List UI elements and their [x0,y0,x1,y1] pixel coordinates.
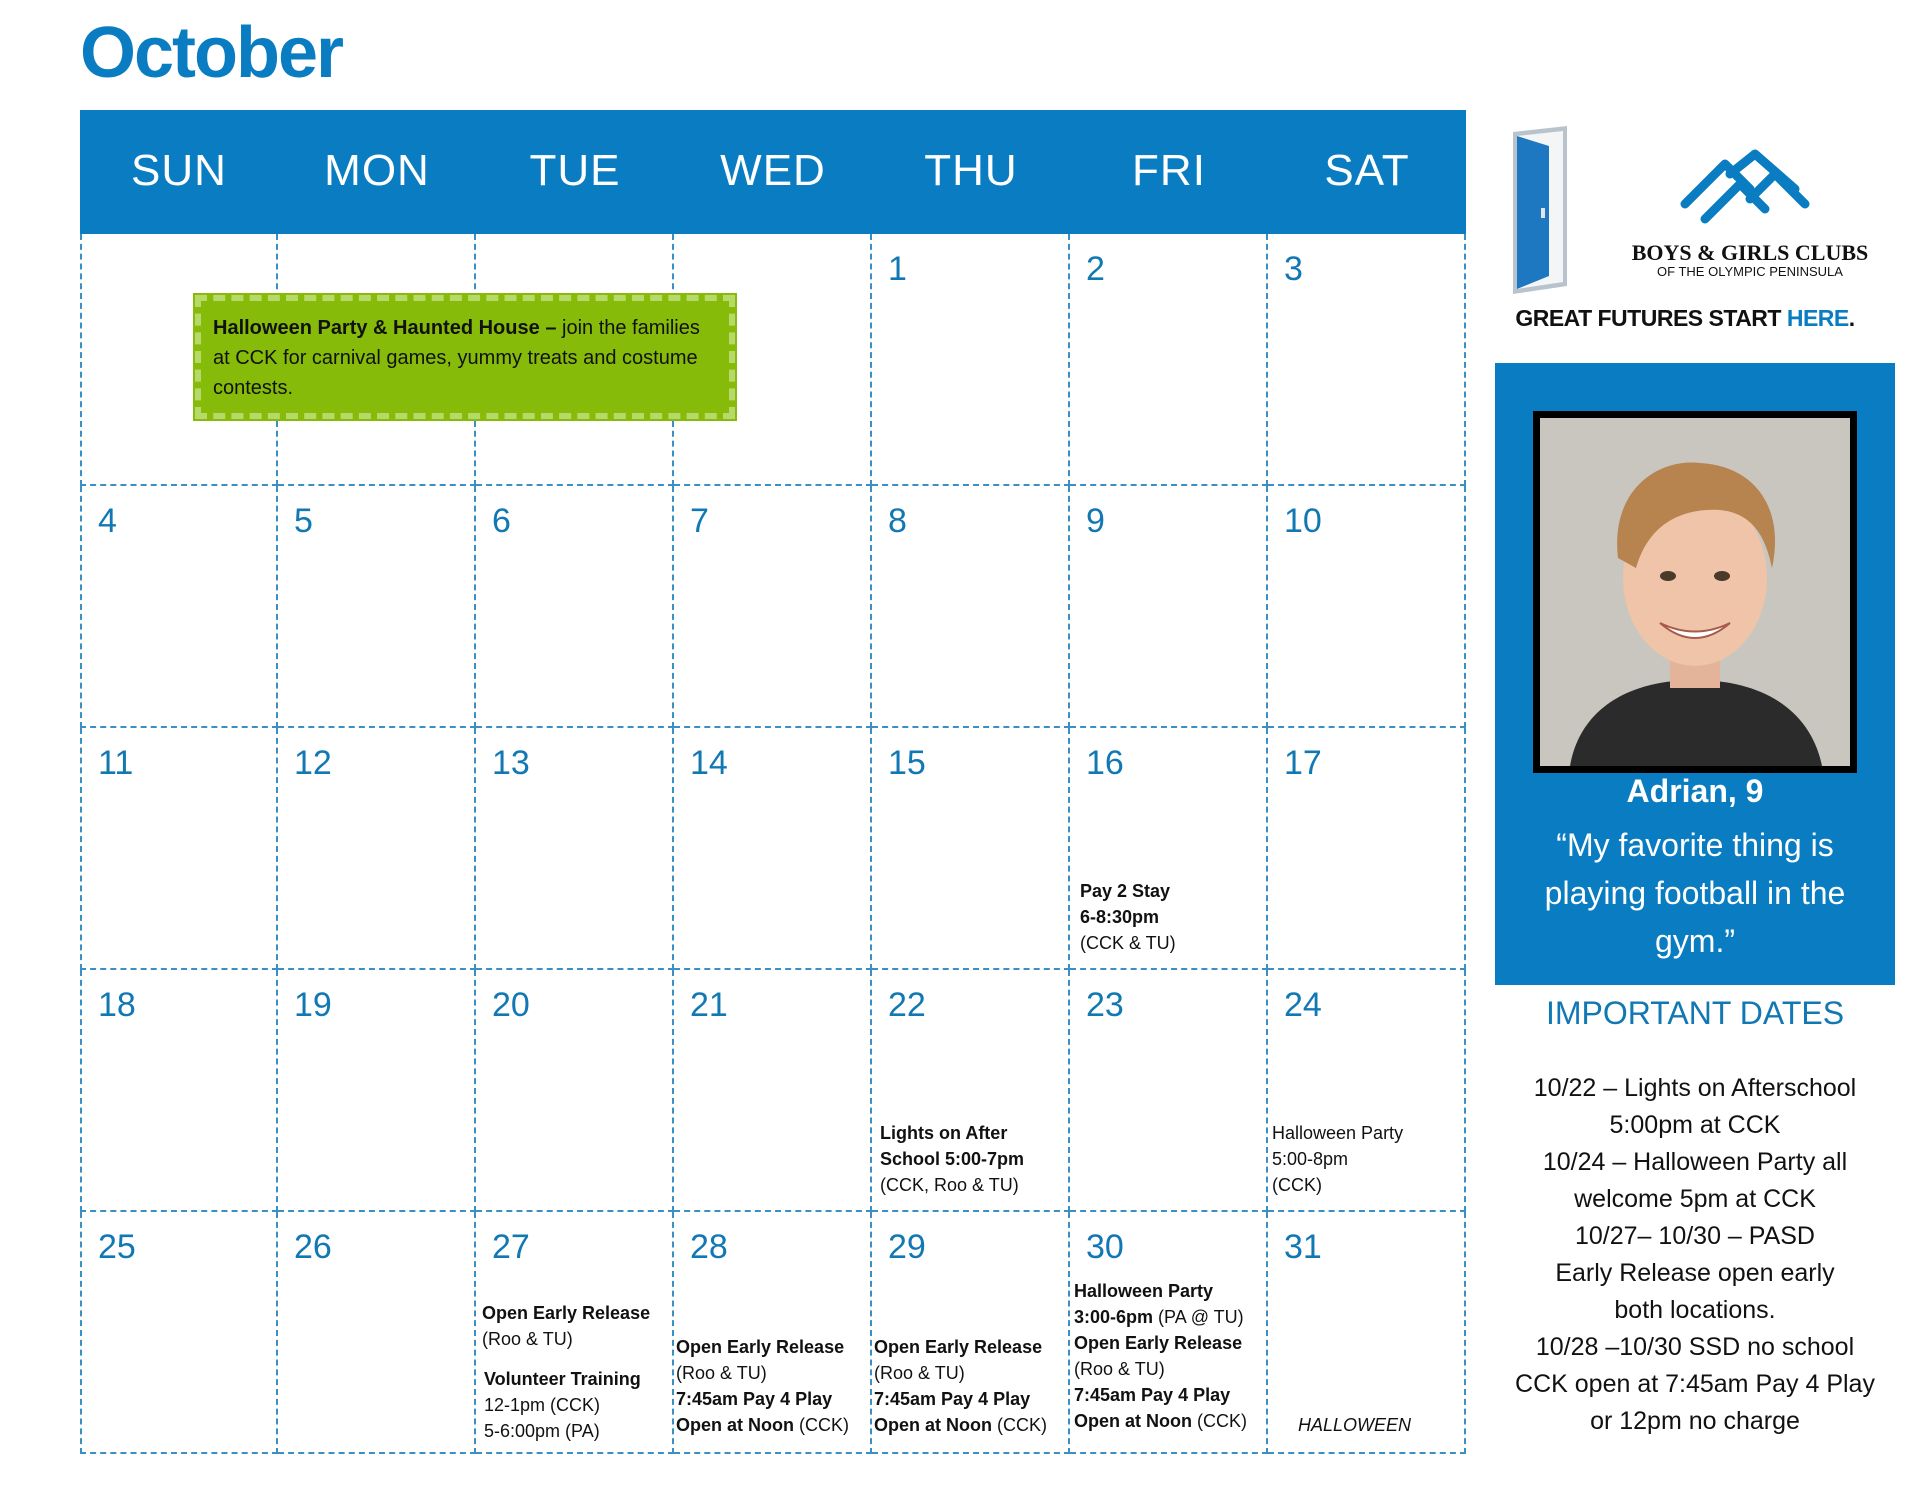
event-location: (CCK) [1197,1411,1248,1431]
event-time: 7:45am Pay 4 Play [874,1389,1031,1409]
event-location: (CCK) [799,1415,850,1435]
event-time: 5-6:00pm (PA) [484,1421,600,1441]
day-cell-5 [278,486,476,728]
day-number: 11 [98,744,134,782]
event-location: (CCK) [997,1415,1048,1435]
event-title: Open Early Release [482,1303,651,1323]
weekday-header [80,110,1466,234]
important-date-line: 10/28 –10/30 SSD no school [1535,1333,1855,1361]
event-title: Volunteer Training [484,1369,641,1389]
brand-name: BOYS & GIRLS CLUBS [1631,240,1869,265]
day-number: 13 [492,744,530,782]
day-number: 19 [294,986,332,1024]
day-number: 25 [98,1228,136,1266]
day-cell-8 [872,486,1070,728]
important-date-line: or 12pm no charge [1590,1407,1800,1435]
weekday-sun: SUN [131,146,227,195]
weekday-thu: THU [924,146,1018,195]
day-number: 3 [1284,250,1303,288]
day-cell-23 [1070,970,1268,1212]
day-number: 8 [888,502,907,540]
day-cell-27 [476,1212,674,1454]
event-location: (Roo & TU) [676,1363,767,1383]
day-cell-12 [278,728,476,970]
event-title: Pay 2 Stay [1080,881,1171,901]
event-halloween: HALLOWEEN [1298,1415,1412,1435]
tagline-here: HERE [1786,305,1849,331]
day-cell-31 [1268,1212,1466,1454]
day-cell-18 [80,970,278,1212]
day-number: 10 [1284,502,1322,540]
day-number: 6 [492,502,511,540]
weekday-mon: MON [324,146,430,195]
event-early-release [482,1300,650,1352]
important-date-line: 10/24 – Halloween Party all [1542,1148,1848,1176]
event-location: (Roo & TU) [482,1329,573,1349]
member-profile-card [1495,363,1895,985]
day-number: 7 [690,502,709,540]
weekday-fri: FRI [1132,146,1206,195]
event-title: Open Early Release [874,1337,1043,1357]
event-location: (CCK, Roo & TU) [880,1175,1019,1195]
important-dates-list [1475,1070,1915,1440]
day-number: 26 [294,1228,332,1266]
day-cell-9 [1070,486,1268,728]
event-location: (Roo & TU) [874,1363,965,1383]
day-number: 31 [1284,1228,1322,1266]
day-number: 2 [1086,250,1105,288]
day-cell-3 [1268,234,1466,486]
event-location: (CCK) [1272,1175,1322,1195]
member-quote: “My favorite thing is playing football in the gym.” [1544,827,1846,959]
day-number: 24 [1284,986,1322,1024]
day-cell-25 [80,1212,278,1454]
event-title: Halloween Party [1272,1123,1404,1143]
brand-subtitle: OF THE OLYMPIC PENINSULA [1657,264,1843,279]
day-cell-29 [872,1212,1070,1454]
weekday-tue: TUE [529,146,621,195]
event-pay-2-stay [1080,878,1176,956]
day-number: 9 [1086,502,1105,540]
event-time: 3:00-6pm [1074,1307,1154,1327]
weekday-wed: WED [720,146,826,195]
event-time: School 5:00-7pm [880,1149,1025,1169]
event-location: (Roo & TU) [1074,1359,1165,1379]
day-number: 14 [690,744,728,782]
weekday-sat: SAT [1324,146,1410,195]
event-halloween-party [1272,1120,1403,1198]
event-time: 12-1pm (CCK) [484,1395,601,1415]
halloween-banner [195,295,735,419]
event-title: Open Early Release [676,1337,845,1357]
event-location: (CCK & TU) [1080,933,1176,953]
photo-frame [1533,411,1857,773]
important-date-line: Early Release open early [1555,1259,1835,1287]
brand-tagline [1475,305,1895,332]
event-time: 6-8:30pm [1080,907,1160,927]
day-number: 28 [690,1228,728,1266]
day-cell-19 [278,970,476,1212]
event-title: Open Early Release [1074,1333,1243,1353]
event-location: (PA @ TU) [1158,1307,1244,1327]
day-cell-10 [1268,486,1466,728]
day-number: 21 [690,986,728,1024]
banner-title: Halloween Party & Haunted House [213,317,540,339]
bgc-logo-icon [1665,144,1815,234]
important-date-line: 10/27– 10/30 – PASD [1575,1222,1815,1250]
important-date-line: 10/22 – Lights on Afterschool [1533,1074,1857,1102]
day-cell-7 [674,486,872,728]
event-lights-on [880,1120,1024,1198]
important-date-line: CCK open at 7:45am Pay 4 Play [1515,1370,1875,1398]
day-number: 29 [888,1228,926,1266]
day-cell-21 [674,970,872,1212]
day-number: 1 [888,250,907,288]
day-cell-24 [1268,970,1466,1212]
day-number: 23 [1086,986,1124,1024]
day-number: 30 [1086,1228,1124,1266]
member-name: Adrian, 9 [1626,773,1764,809]
day-number: 22 [888,986,926,1024]
day-cell-11 [80,728,278,970]
day-number: 17 [1284,744,1322,782]
day-number: 16 [1086,744,1124,782]
event-volunteer-training [484,1366,641,1444]
event-time: 7:45am Pay 4 Play [676,1389,833,1409]
day-number: 20 [492,986,530,1024]
event-title: Halloween Party [1074,1281,1214,1301]
day-number: 18 [98,986,136,1024]
event-time: 7:45am Pay 4 Play [1074,1385,1231,1405]
day-cell-30 [1070,1212,1268,1454]
day-number: 12 [294,744,332,782]
important-date-line: both locations. [1614,1296,1776,1324]
day-number: 15 [888,744,926,782]
day-number: 27 [492,1228,530,1266]
member-photo [1540,418,1850,766]
event-title: Open at Noon [676,1415,794,1435]
banner-text: join the families at CCK for carnival games, yummy treats and costume contests. [213,317,700,399]
event-title: Open at Noon [874,1415,992,1435]
tagline-end: . [1848,305,1855,331]
day-cell-22 [872,970,1070,1212]
day-cell-17 [1268,728,1466,970]
day-cell-1 [872,234,1070,486]
day-cell-2 [1070,234,1268,486]
month-title: October [80,13,343,93]
event-early-release [676,1334,849,1438]
event-time: 5:00-8pm [1272,1149,1349,1169]
day-cell-20 [476,970,674,1212]
event-title: Open at Noon [1074,1411,1192,1431]
day-cell-16 [1070,728,1268,970]
day-cell-6 [476,486,674,728]
day-number: 4 [98,502,117,540]
important-date-line: welcome 5pm at CCK [1574,1185,1816,1213]
day-cell-28 [674,1212,872,1454]
important-date-line: 5:00pm at CCK [1609,1111,1781,1139]
important-dates-title: IMPORTANT DATES [1545,995,1845,1031]
tagline-main: GREAT FUTURES START [1515,305,1787,331]
day-cell-15 [872,728,1070,970]
day-cell-14 [674,728,872,970]
event-early-release [874,1334,1047,1438]
day-cell-26 [278,1212,476,1454]
event-halloween-party [1074,1278,1247,1434]
day-cell-13 [476,728,674,970]
banner-dash: – [545,317,557,339]
day-number: 5 [294,502,313,540]
event-title: Lights on After [880,1123,1008,1143]
door-icon [1505,126,1575,294]
day-cell-4 [80,486,278,728]
